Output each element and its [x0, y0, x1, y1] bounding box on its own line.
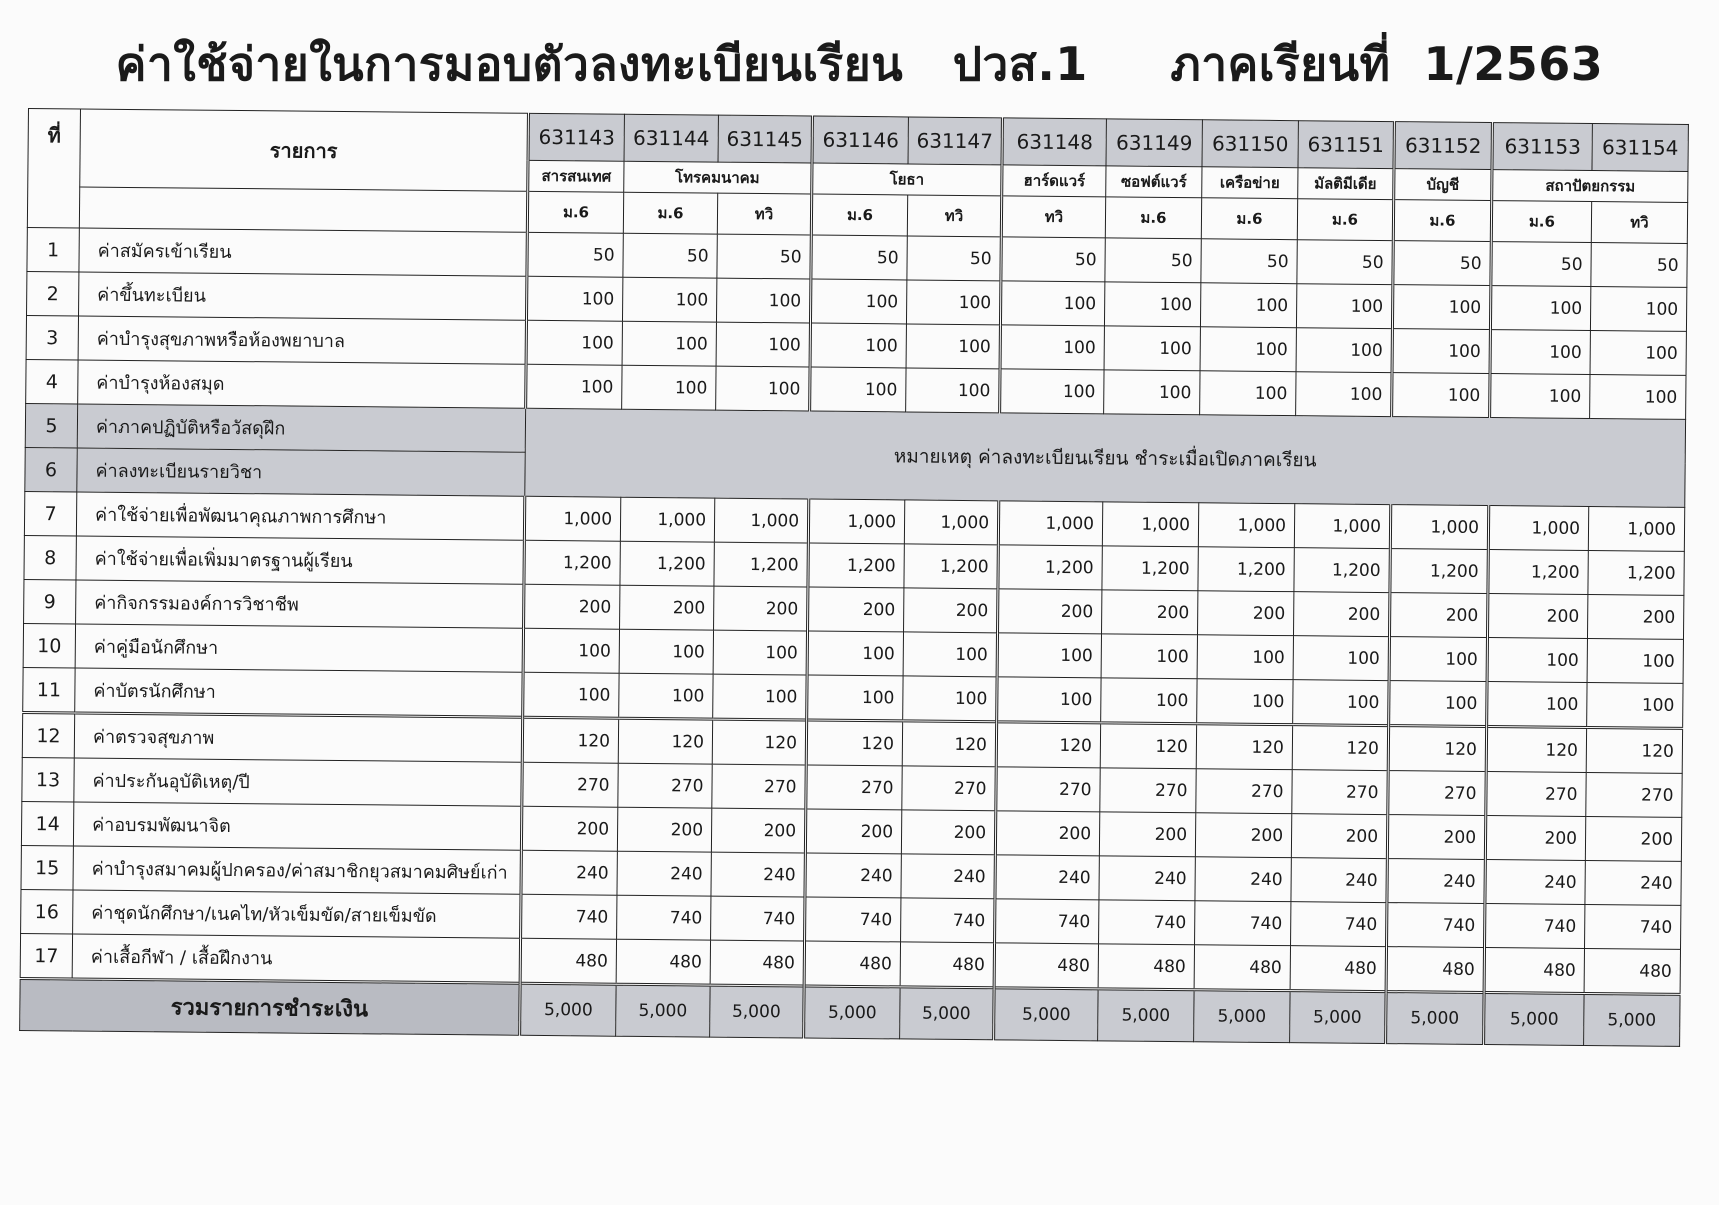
fee-value: 100: [1487, 638, 1587, 683]
fee-value: 270: [1486, 772, 1586, 817]
fee-sheet: [19, 108, 1688, 1047]
fee-value: 100: [1590, 331, 1686, 376]
fee-value: 100: [1389, 681, 1487, 727]
fee-value: 100: [1587, 682, 1683, 728]
fee-value: 200: [1387, 815, 1485, 860]
fee-value: 100: [1197, 635, 1293, 680]
admission-level: ทวิ: [907, 195, 1001, 237]
fee-value: 100: [1200, 283, 1296, 328]
fee-value: 200: [1585, 816, 1681, 861]
fee-value: 100: [1293, 636, 1389, 681]
program-code: 631146: [812, 116, 908, 164]
row-item: ค่าบำรุงสมาคมผู้ปกครอง/ค่าสมาชิกยุวสมาคมศิษย์เก่า: [73, 846, 521, 894]
program-code: 631151: [1298, 121, 1394, 169]
program-name: สารสนเทศ: [528, 160, 624, 192]
fee-value: 740: [617, 895, 711, 940]
program-code: 631148: [1002, 118, 1106, 166]
row-item: ค่าอบรมพัฒนาจิต: [73, 802, 521, 850]
fee-value: 1,200: [620, 541, 714, 586]
row-item: ค่าขึ้นทะเบียน: [79, 272, 527, 320]
fee-value: 240: [995, 855, 1099, 900]
row-item: ค่าชุดนักศึกษา/เนคไท/หัวเข็มขัด/สายเข็มขัด: [73, 890, 521, 938]
row-item: ค่าลงทะเบียนรายวิชา: [77, 448, 525, 496]
fee-value: 200: [521, 806, 617, 851]
fee-value: 100: [619, 673, 713, 719]
total-label: รวมรายการชำระเงิน: [20, 978, 520, 1035]
fee-value: 100: [810, 367, 906, 412]
fee-value: 1,000: [1102, 502, 1198, 547]
fee-value: 200: [904, 588, 998, 633]
row-number: 8: [24, 535, 76, 579]
fee-value: 100: [713, 630, 807, 675]
row-number: 2: [27, 271, 79, 315]
fee-value: 100: [1490, 286, 1590, 331]
fee-value: 1,200: [1588, 550, 1684, 595]
fee-value: 480: [520, 938, 616, 984]
admission-level: ทวิ: [1001, 196, 1105, 238]
fee-value: 100: [1104, 326, 1200, 371]
fee-value: 100: [906, 368, 1000, 413]
fee-value: 100: [1000, 325, 1104, 370]
fee-value: 200: [1195, 813, 1291, 858]
fee-value: 480: [1290, 946, 1386, 992]
row-number: 10: [23, 623, 75, 667]
fee-value: 100: [1487, 682, 1587, 728]
fee-value: 240: [901, 854, 995, 899]
fee-value: 1,000: [998, 501, 1102, 546]
fee-value: 100: [1490, 374, 1590, 419]
row-item: ค่าบัตรนักศึกษา: [75, 668, 523, 717]
fee-value: 120: [1100, 723, 1196, 769]
admission-level: ม.6: [1201, 198, 1297, 240]
program-name: ฮาร์ดแวร์: [1002, 165, 1106, 197]
fee-value: 480: [710, 940, 804, 986]
page-title: ค่าใช้จ่ายในการมอบตัวลงทะเบียนเรียน ปวส.1 ภาคเรียนที่ 1/2563: [115, 37, 1604, 91]
fee-value: 50: [1001, 237, 1105, 282]
admission-level: ม.6: [1491, 201, 1591, 243]
fee-value: 270: [1388, 771, 1486, 816]
row-item: ค่าตรวจสุขภาพ: [74, 713, 522, 762]
fee-value: 100: [619, 629, 713, 674]
fee-value: 1,000: [1390, 505, 1488, 550]
fee-value: 100: [1392, 329, 1490, 374]
item-header: รายการ: [80, 109, 529, 191]
fee-value: 240: [711, 852, 805, 897]
fee-value: 100: [1104, 370, 1200, 415]
row-item: ค่าประกันอุบัติเหตุ/ปี: [74, 758, 522, 806]
fee-value: 740: [805, 897, 901, 942]
fee-value: 480: [1386, 947, 1484, 993]
fee-value: 1,000: [1488, 506, 1588, 551]
fee-value: 270: [1292, 770, 1388, 815]
total-value: 5,000: [994, 988, 1098, 1041]
row-item: ค่าภาคปฏิบัติหรือวัสดุฝึก: [77, 404, 525, 452]
fee-table: [19, 108, 1689, 1047]
fee-value: 200: [995, 811, 1099, 856]
fee-value: 50: [1297, 240, 1393, 285]
fee-value: 740: [1387, 903, 1485, 948]
row-item: ค่าใช้จ่ายเพื่อพัฒนาคุณภาพการศึกษา: [76, 492, 524, 540]
fee-value: 100: [1296, 328, 1392, 373]
total-value: 5,000: [900, 987, 994, 1040]
row-item: ค่าเสื้อกีฬา / เสื้อฝึกงาน: [72, 934, 520, 983]
fee-value: 120: [902, 721, 996, 767]
fee-value: 120: [806, 720, 902, 766]
fee-value: 240: [1387, 859, 1485, 904]
admission-level: ม.6: [527, 191, 623, 233]
admission-level: ม.6: [811, 194, 907, 236]
row-number: 4: [26, 359, 78, 403]
fee-value: 100: [1101, 634, 1197, 679]
fee-value: 200: [805, 809, 901, 854]
fee-value: 270: [618, 763, 712, 808]
admission-level: ทวิ: [1591, 202, 1687, 244]
admission-level: ทวิ: [717, 193, 811, 235]
fee-value: 1,200: [524, 540, 620, 585]
fee-value: 240: [521, 850, 617, 895]
fee-value: 740: [521, 894, 617, 939]
fee-value: 120: [1486, 727, 1586, 773]
fee-value: 100: [807, 631, 903, 676]
fee-value: 240: [1195, 857, 1291, 902]
fee-value: 100: [716, 366, 810, 411]
fee-value: 120: [1388, 726, 1486, 772]
fee-value: 480: [616, 939, 710, 985]
row-item: ค่าบำรุงสุขภาพหรือห้องพยาบาล: [78, 316, 526, 364]
fee-value: 50: [1591, 243, 1687, 288]
program-code: 631152: [1394, 122, 1492, 170]
fee-value: 50: [1105, 238, 1201, 283]
fee-value: 1,200: [1294, 548, 1390, 593]
fee-value: 1,200: [1198, 547, 1294, 592]
program-name: มัลติมีเดีย: [1298, 168, 1394, 200]
program-code: 631149: [1106, 119, 1202, 167]
fee-value: 50: [1201, 239, 1297, 284]
fee-value: 740: [1485, 904, 1585, 949]
row-item: ค่าคู่มือนักศึกษา: [75, 624, 523, 672]
total-value: 5,000: [710, 985, 804, 1038]
total-value: 5,000: [1098, 989, 1194, 1042]
fee-value: 200: [1587, 594, 1683, 639]
fee-value: 1,000: [904, 500, 998, 545]
fee-value: 240: [1485, 860, 1585, 905]
row-number: 15: [21, 845, 73, 889]
program-code: 631154: [1592, 124, 1688, 172]
fee-value: 100: [716, 278, 810, 323]
fee-value: 100: [1296, 284, 1392, 329]
fee-value: 1,200: [1102, 546, 1198, 591]
fee-value: 240: [805, 853, 901, 898]
program-name: เครือข่าย: [1202, 167, 1298, 199]
row-number: 3: [26, 315, 78, 359]
fee-value: 100: [1197, 679, 1293, 725]
fee-value: 100: [526, 364, 622, 409]
fee-value: 100: [906, 280, 1000, 325]
fee-value: 200: [617, 807, 711, 852]
fee-value: 100: [906, 324, 1000, 369]
fee-value: 200: [1485, 816, 1585, 861]
total-value: 5,000: [1386, 992, 1484, 1045]
fee-value: 200: [524, 584, 620, 629]
fee-value: 100: [1200, 371, 1296, 416]
fee-value: 200: [901, 810, 995, 855]
row-item: ค่าบำรุงห้องสมุด: [78, 360, 526, 408]
total-value: 5,000: [1484, 993, 1584, 1046]
fee-value: 100: [1389, 637, 1487, 682]
fee-value: 240: [1099, 856, 1195, 901]
total-value: 5,000: [1194, 990, 1290, 1043]
fee-value: 200: [1291, 814, 1387, 859]
fee-value: 200: [714, 586, 808, 631]
program-code: 631147: [908, 117, 1002, 165]
fee-value: 120: [1292, 725, 1388, 771]
fee-value: 100: [1587, 638, 1683, 683]
row-number: 6: [25, 447, 77, 491]
total-value: 5,000: [616, 984, 710, 1037]
fee-value: 200: [711, 808, 805, 853]
fee-value: 480: [900, 942, 994, 988]
program-name: บัญชี: [1394, 169, 1492, 201]
fee-value: 100: [1296, 372, 1392, 417]
row-number: 9: [24, 579, 76, 623]
fee-value: 120: [1196, 724, 1292, 770]
fee-value: 200: [1102, 590, 1198, 635]
total-value: 5,000: [804, 986, 900, 1039]
fee-value: 1,200: [808, 543, 904, 588]
fee-value: 1,000: [620, 497, 714, 542]
fee-value: 740: [1099, 900, 1195, 945]
admission-level: ม.6: [1105, 197, 1201, 239]
code-row: [28, 109, 1688, 172]
fee-value: 120: [618, 718, 712, 764]
fee-value: 100: [1101, 678, 1197, 724]
fee-value: 100: [1590, 287, 1686, 332]
fee-value: 240: [1585, 860, 1681, 905]
fee-value: 480: [804, 941, 900, 987]
fee-value: 1,000: [524, 496, 620, 541]
total-value: 5,000: [520, 983, 616, 1036]
row-number: 5: [25, 403, 77, 447]
fee-value: 740: [1291, 902, 1387, 947]
row-number: 7: [24, 491, 76, 535]
fee-value: 480: [994, 943, 1098, 989]
fee-value: 100: [903, 632, 997, 677]
fee-value: 270: [1586, 772, 1682, 817]
fee-value: 100: [622, 321, 716, 366]
program-code: 631145: [718, 115, 812, 163]
fee-value: 200: [808, 587, 904, 632]
fee-value: 1,200: [998, 545, 1102, 590]
row-number: 14: [21, 801, 73, 845]
fee-value: 100: [1000, 369, 1104, 414]
program-name: สถาปัตยกรรม: [1492, 170, 1688, 203]
fee-value: 270: [806, 765, 902, 810]
fee-value: 270: [1100, 768, 1196, 813]
row-number: 16: [21, 889, 73, 933]
fee-value: 100: [1293, 680, 1389, 726]
fee-value: 270: [902, 766, 996, 811]
fee-value: 50: [717, 234, 811, 279]
program-code: 631143: [528, 113, 624, 161]
row-item: ค่าสมัครเข้าเรียน: [79, 228, 527, 276]
fee-value: 270: [712, 764, 806, 809]
fee-value: 100: [997, 633, 1101, 678]
fee-value: 100: [807, 675, 903, 721]
fee-value: 1,000: [1198, 503, 1294, 548]
fee-value: 480: [1098, 944, 1194, 990]
fee-value: 480: [1194, 945, 1290, 991]
fee-value: 1,200: [904, 544, 998, 589]
fee-value: 100: [523, 628, 619, 673]
fee-value: 100: [622, 277, 716, 322]
row-number: 12: [22, 712, 74, 757]
fee-value: 100: [1104, 282, 1200, 327]
total-value: 5,000: [1584, 993, 1680, 1046]
fee-value: 1,000: [714, 498, 808, 543]
row-item: ค่ากิจกรรมองค์การวิชาชีพ: [76, 580, 524, 628]
program-code: 631153: [1492, 123, 1592, 171]
fee-value: 740: [901, 898, 995, 943]
fee-value: 270: [996, 767, 1100, 812]
total-value: 5,000: [1290, 991, 1386, 1044]
fee-value: 120: [1586, 727, 1682, 773]
fee-value: 100: [810, 279, 906, 324]
fee-value: 50: [1393, 241, 1491, 286]
fee-value: 50: [907, 236, 1001, 281]
fee-value: 120: [522, 717, 618, 763]
fee-value: 200: [1389, 593, 1487, 638]
fee-value: 100: [1490, 330, 1590, 375]
fee-value: 240: [617, 851, 711, 896]
row-number: 11: [23, 667, 75, 712]
fee-value: 50: [623, 233, 717, 278]
fee-value: 200: [1099, 812, 1195, 857]
fee-value: 1,200: [1488, 550, 1588, 595]
program-code: 631144: [624, 114, 718, 162]
program-name: โทรคมนาคม: [624, 161, 812, 194]
fee-value: 100: [1200, 327, 1296, 372]
fee-value: 100: [810, 323, 906, 368]
fee-value: 1,000: [1294, 504, 1390, 549]
fee-value: 50: [811, 235, 907, 280]
fee-value: 100: [526, 320, 622, 365]
fee-value: 100: [903, 676, 997, 722]
fee-value: 1,000: [1588, 507, 1684, 552]
fee-value: 740: [711, 896, 805, 941]
fee-value: 100: [523, 672, 619, 718]
fee-value: 200: [1487, 594, 1587, 639]
fee-value: 100: [1392, 285, 1490, 330]
fee-value: 200: [620, 585, 714, 630]
fee-value: 740: [1585, 904, 1681, 949]
admission-level: ม.6: [1297, 199, 1393, 241]
admission-level: ม.6: [1393, 200, 1491, 242]
fee-value: 480: [1584, 948, 1680, 994]
fee-value: 740: [1195, 901, 1291, 946]
fee-value: 120: [996, 722, 1100, 768]
row-number: 13: [22, 757, 74, 801]
fee-value: 270: [1196, 769, 1292, 814]
program-code: 631150: [1202, 120, 1298, 168]
fee-value: 100: [1392, 373, 1490, 418]
fee-value: 200: [1197, 591, 1293, 636]
fee-value: 200: [998, 589, 1102, 634]
fee-value: 50: [527, 232, 623, 277]
fee-value: 100: [622, 365, 716, 410]
item-header-blank: [79, 187, 527, 232]
fee-value: 100: [997, 677, 1101, 723]
fee-value: 740: [995, 899, 1099, 944]
program-name: ซอฟต์แวร์: [1106, 166, 1202, 198]
admission-level: ม.6: [623, 192, 717, 234]
fee-value: 1,000: [808, 499, 904, 544]
fee-value: 100: [1000, 281, 1104, 326]
fee-value: 480: [1484, 948, 1584, 994]
program-name: โยธา: [812, 163, 1002, 196]
fee-value: 270: [522, 762, 618, 807]
fee-value: 240: [1291, 858, 1387, 903]
fee-value: 50: [1491, 242, 1591, 287]
no-header: ที่: [27, 109, 80, 228]
row-number: 1: [27, 227, 79, 271]
row-item: ค่าใช้จ่ายเพื่อเพิ่มมาตรฐานผู้เรียน: [76, 536, 524, 584]
row-number: 17: [20, 933, 72, 978]
fee-value: 100: [1590, 375, 1686, 420]
registration-note: หมายเหตุ ค่าลงทะเบียนเรียน ชำระเมื่อเปิดภาคเรียน: [525, 408, 1686, 507]
fee-value: 1,200: [1390, 549, 1488, 594]
fee-value: 100: [716, 322, 810, 367]
fee-value: 120: [712, 719, 806, 765]
fee-value: 100: [526, 276, 622, 321]
fee-value: 1,200: [714, 542, 808, 587]
fee-value: 100: [713, 674, 807, 720]
fee-value: 200: [1293, 592, 1389, 637]
